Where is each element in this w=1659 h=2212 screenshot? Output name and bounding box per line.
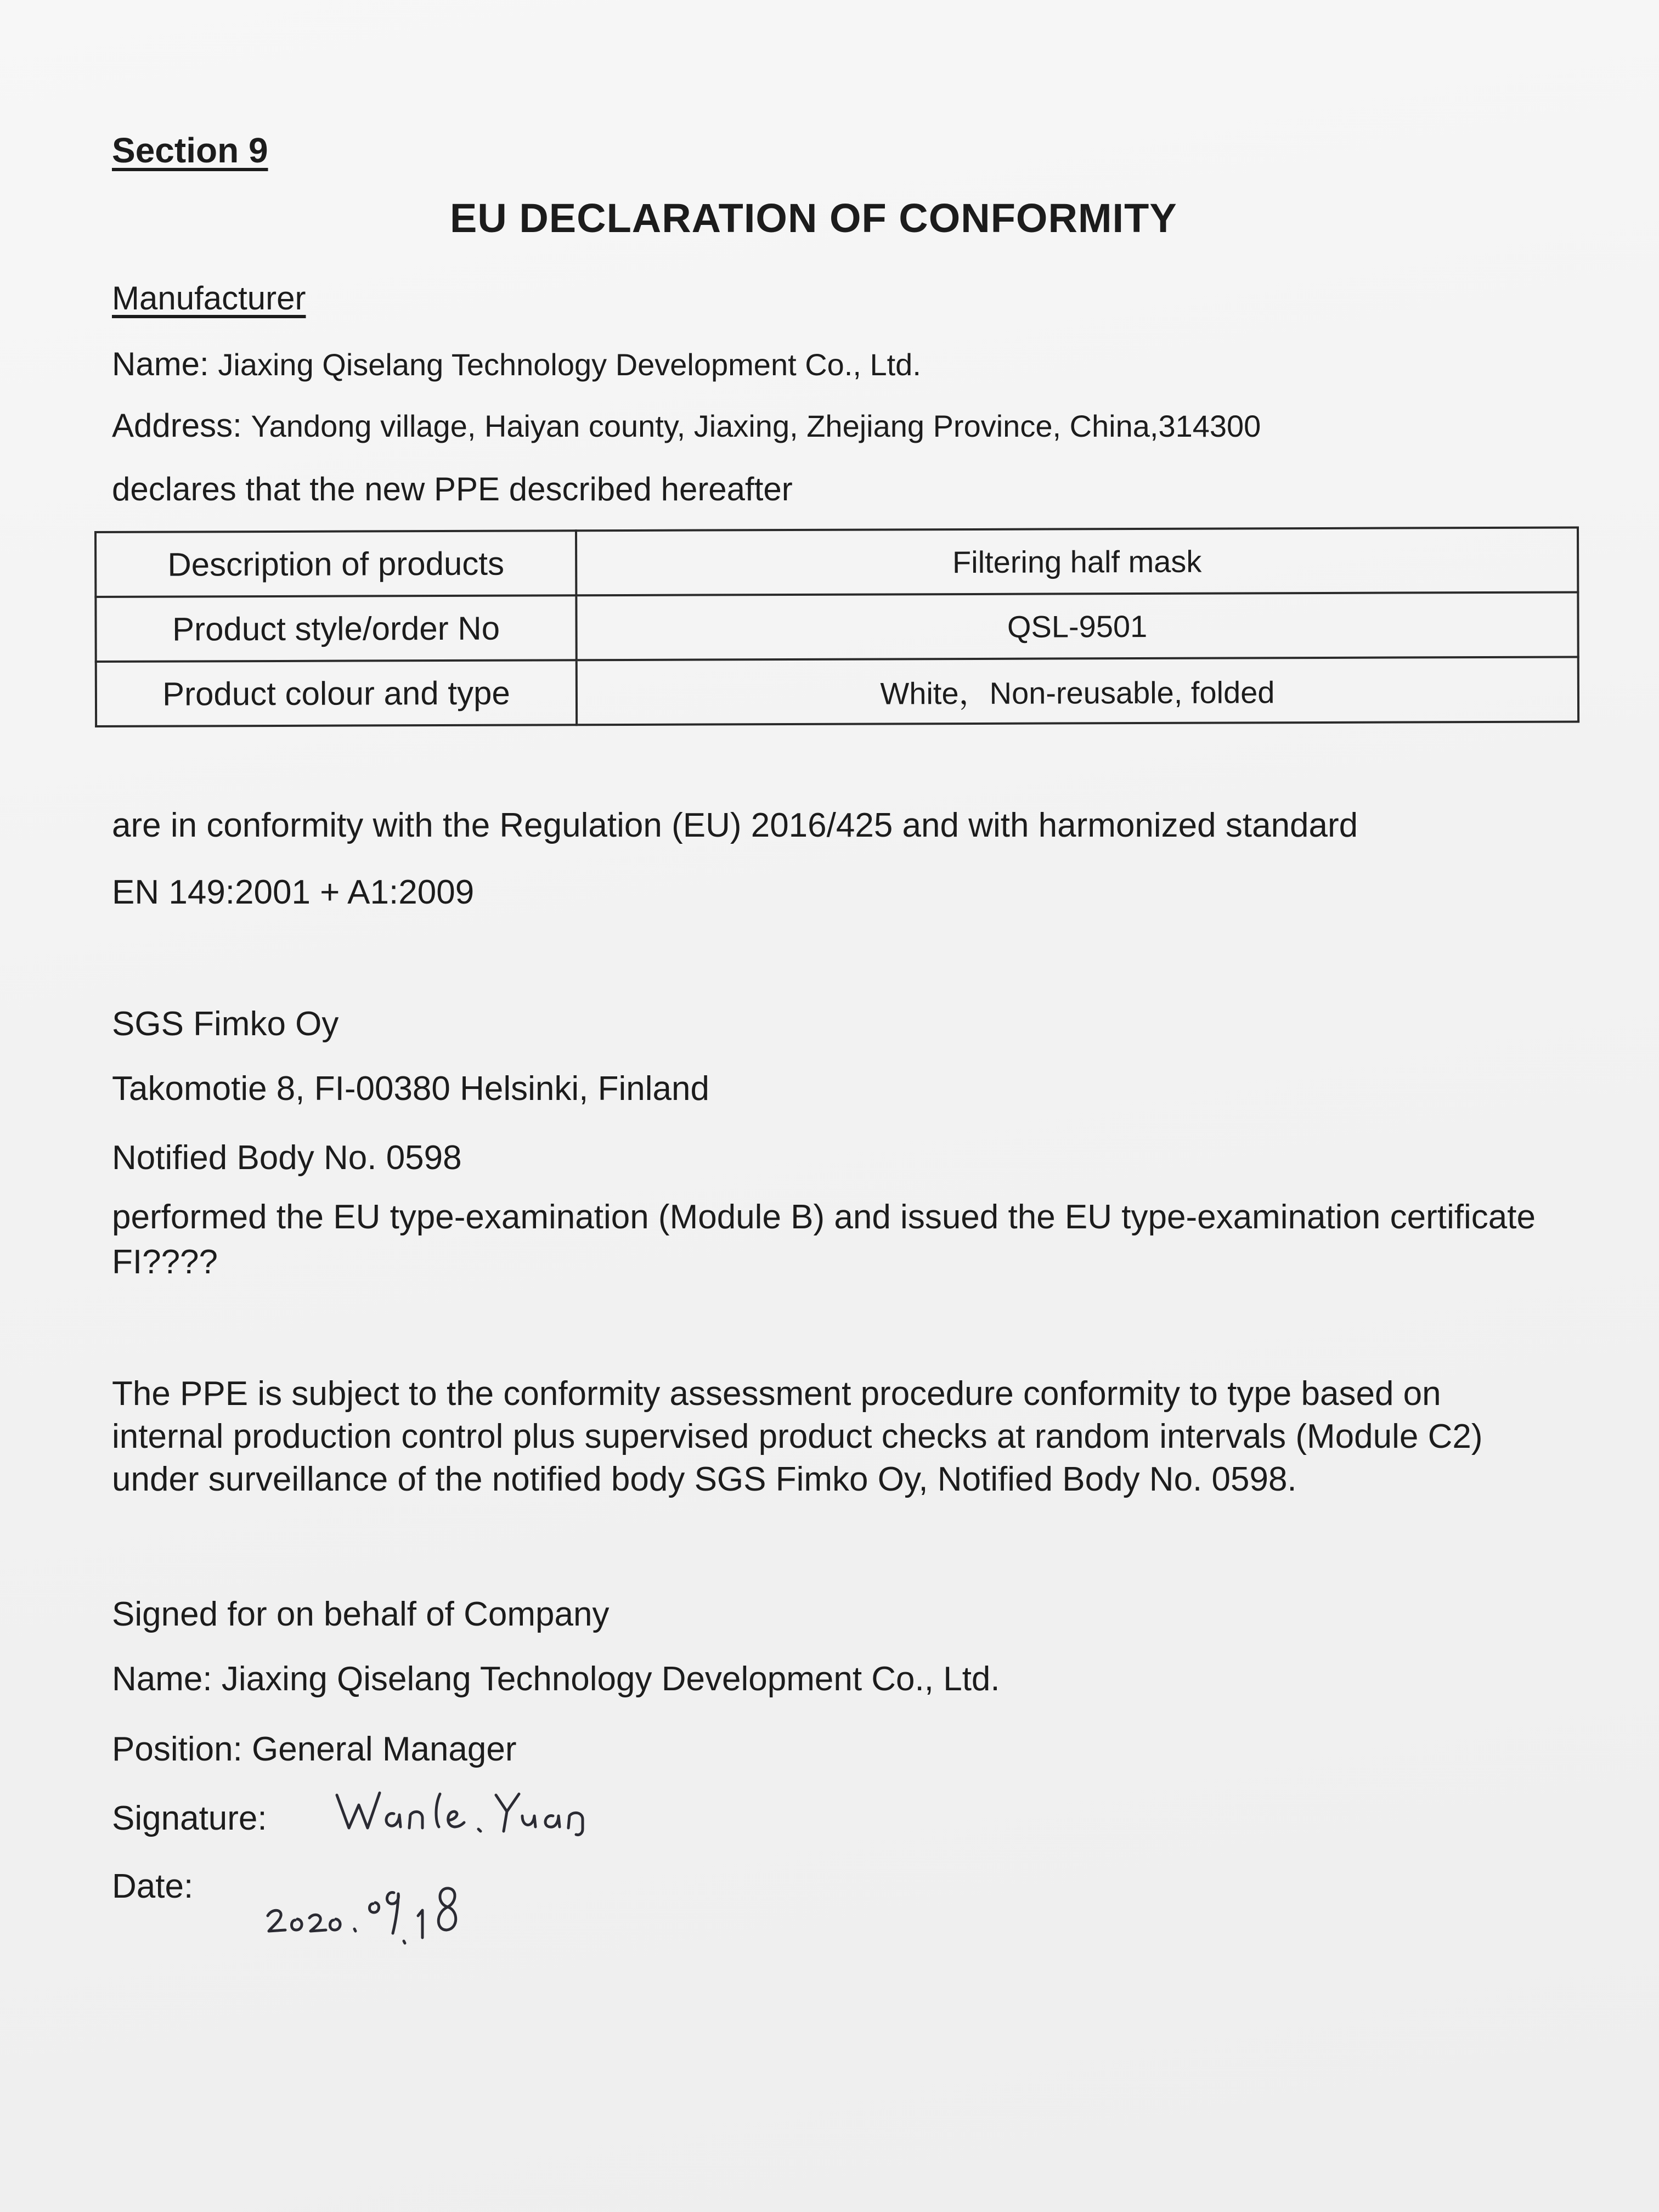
signed-on-behalf-line: Signed for on behalf of Company (112, 1595, 610, 1633)
date-label: Date: (112, 1867, 194, 1905)
product-description-label: Description of products (95, 531, 576, 597)
notified-body-number: Notified Body No. 0598 (112, 1139, 462, 1177)
notified-body-address: Takomotie 8, FI-00380 Helsinki, Finland (112, 1070, 709, 1108)
table-row (95, 592, 1578, 662)
product-colour-label: Product colour and type (96, 660, 577, 726)
manufacturer-heading: Manufacturer (112, 280, 306, 317)
table-row (96, 657, 1578, 726)
assessment-line-1: The PPE is subject to the conformity assessment procedure conformity to type based on (112, 1375, 1441, 1413)
assessment-line-3: under surveillance of the notified body SGS Fimko Oy, Notified Body No. 0598. (112, 1460, 1297, 1498)
manufacturer-address-line (112, 406, 1261, 445)
certificate-number: FI???? (112, 1243, 218, 1281)
manufacturer-address-label: Address: (112, 407, 242, 444)
notified-body-name: SGS Fimko Oy (112, 1005, 339, 1043)
section-heading: Section 9 (112, 131, 268, 170)
assessment-line-2: internal production control plus supervised product checks at random intervals (Module C2) (112, 1418, 1483, 1455)
manufacturer-address-value: Yandong village, Haiyan county, Jiaxing, Zhejiang Province, China,314300 (251, 409, 1261, 443)
product-table (94, 526, 1579, 727)
type-examination-statement: performed the EU type-examination (Module B) and issued the EU type-examination certificate (112, 1198, 1536, 1236)
harmonized-standard: EN 149:2001 + A1:2009 (112, 873, 475, 911)
manufacturer-name-value: Jiaxing Qiselang Technology Development Co., Ltd. (218, 347, 921, 382)
signature-label: Signature: (112, 1799, 267, 1837)
table-row (95, 528, 1578, 597)
product-colour-value: White，Non-reusable, folded (577, 657, 1578, 725)
conformity-statement: are in conformity with the Regulation (EU) 2016/425 and with harmonized standard (112, 806, 1358, 844)
handwritten-signature (332, 1783, 618, 1843)
document-title: EU DECLARATION OF CONFORMITY (450, 195, 1177, 241)
product-description-value: Filtering half mask (576, 528, 1578, 596)
signatory-company-name: Name: Jiaxing Qiselang Technology Development Co., Ltd. (112, 1660, 1000, 1698)
manufacturer-name-label: Name: (112, 346, 209, 382)
manufacturer-name-line (112, 345, 921, 384)
handwritten-date (263, 1876, 494, 1948)
product-style-value: QSL-9501 (576, 592, 1578, 661)
declaration-intro: declares that the new PPE described hereafter (112, 471, 793, 507)
product-style-label: Product style/order No (95, 595, 576, 662)
signatory-position: Position: General Manager (112, 1730, 517, 1768)
